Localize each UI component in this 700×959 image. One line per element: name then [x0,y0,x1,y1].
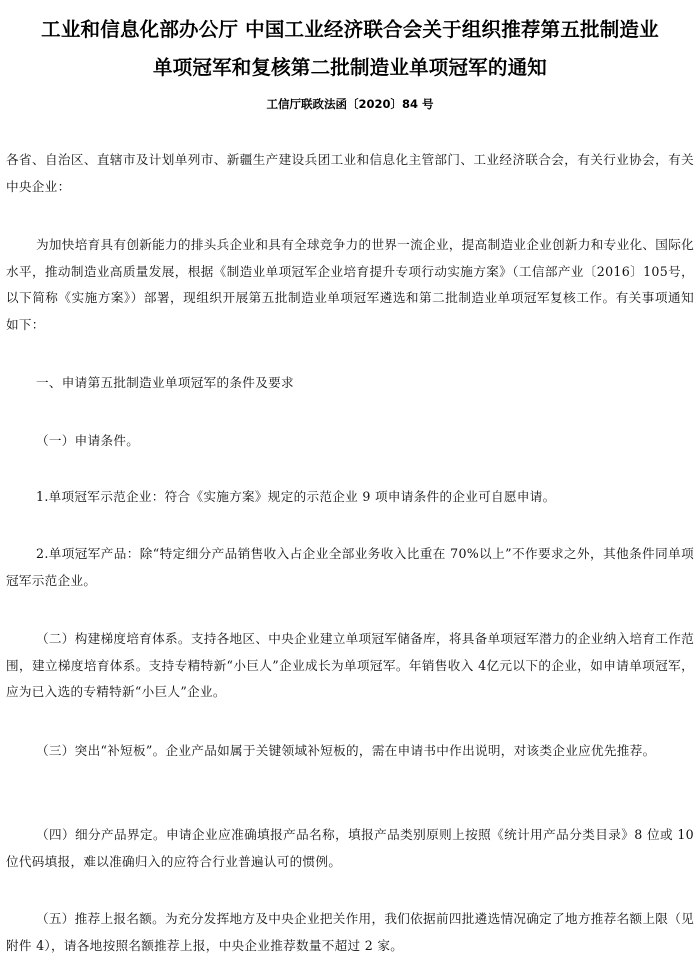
paragraph-subsection-4: （四）细分产品界定。申请企业应准确填报产品名称，填报产品类别原则上按照《统计用产品分类目录》8 位或 10 位代码填报，难以准确归入的应符合行业普遍认可的惯例。 [6,827,694,869]
subsection-heading-1: （一）申请条件。 [36,433,140,448]
document-title-line-2: 单项冠军和复核第二批制造业单项冠军的通知 [152,56,547,79]
paragraph-intro: 为加快培育具有创新能力的排头兵企业和具有全球竞争力的世界一流企业，提高制造业企业创新力和专业化、国际化水平，推动制造业高质量发展，根据《制造业单项冠军企业培育提升专项行动实施方案》（工信部产业〔2016〕105号，以下简称《实施方案》）部署，现组织开展第五批制造业单项冠军遴选和第二批制造业单项冠军复核工作。有关事项通知如下： [6,237,694,332]
paragraph-subsection-2: （二）构建梯度培育体系。支持各地区、中央企业建立单项冠军储备库，将具备单项冠军潜力的企业纳入培育工作范围，建立梯度培育体系。支持专精特新“小巨人”企业成长为单项冠军。年销售收入 4亿元以下的企业，如申请单项冠军，应为已入选的专精特新“小巨人”企业。 [6,631,694,699]
paragraph-item-1: 1.单项冠军示范企业：符合《实施方案》规定的示范企业 9 项申请条件的企业可自愿申请。 [36,489,556,504]
paragraph-item-2: 2.单项冠军产品：除“特定细分产品销售收入占企业全部业务收入比重在 70%以上”不作要求之外，其他条件同单项冠军示范企业。 [6,546,694,588]
document-number: 工信厅联政法函〔2020〕84 号 [266,97,434,111]
paragraph-subsection-5: （五）推荐上报名额。为充分发挥地方及中央企业把关作用，我们依据前四批遴选情况确定了地方推荐名额上限（见附件 4），请各地按照名额推荐上报，中央企业推荐数量不超过 2 家。 [6,911,694,953]
addressee: 各省、自治区、直辖市及计划单列市、新疆生产建设兵团工业和信息化主管部门、工业经济联合会，有关行业协会，有关中央企业： [6,152,694,194]
paragraph-subsection-3: （三）突出“补短板”。企业产品如属于关键领域补短板的，需在申请书中作出说明，对该类企业应优先推荐。 [36,743,656,758]
document-title-line-1: 工业和信息化部办公厅 中国工业经济联合会关于组织推荐第五批制造业 [41,18,659,41]
section-heading-1: 一、申请第五批制造业单项冠军的条件及要求 [36,375,294,390]
